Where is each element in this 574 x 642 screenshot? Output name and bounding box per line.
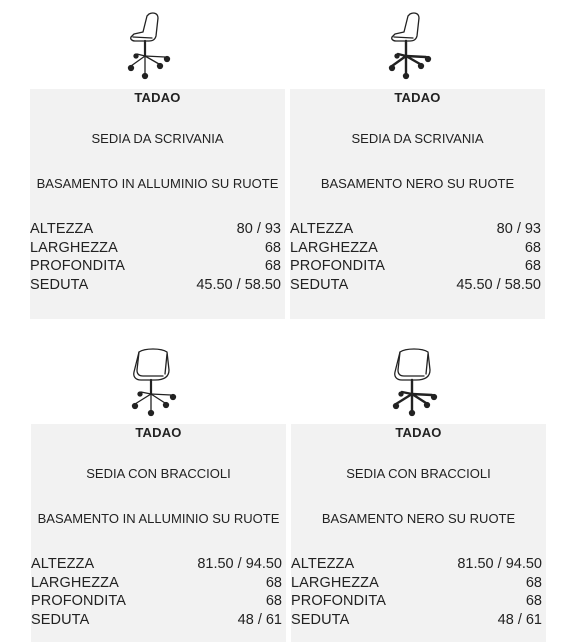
dimensions-list <box>30 220 281 294</box>
armchair-icon <box>127 346 187 418</box>
product-name: TADAO <box>135 425 182 440</box>
dimension-row <box>30 239 281 258</box>
dimension-row <box>290 276 541 295</box>
dimension-label: PROFONDITA <box>30 258 125 274</box>
armchair-icon <box>388 346 448 418</box>
office-chair-icon <box>125 10 185 82</box>
dimension-label: PROFONDITA <box>290 258 385 274</box>
product-base: BASAMENTO NERO SU RUOTE <box>320 176 515 191</box>
product-base: BASAMENTO IN ALLUMINIO SU RUOTE <box>36 176 279 191</box>
dimension-row <box>290 220 541 239</box>
product-type: SEDIA CON BRACCIOLI <box>86 466 231 481</box>
dimension-label: SEDUTA <box>30 276 89 293</box>
dimension-value: 68 <box>524 239 541 256</box>
dimension-value: 68 <box>264 258 281 274</box>
product-name: TADAO <box>134 90 181 105</box>
dimensions-list <box>291 555 542 629</box>
dimension-value: 81.50 / 94.50 <box>457 556 542 572</box>
dimension-label: LARGHEZZA <box>30 239 118 256</box>
dimension-label: SEDUTA <box>291 611 350 628</box>
dimensions-list <box>290 220 541 294</box>
dimension-value: 68 <box>525 574 542 591</box>
dimension-row <box>290 239 541 258</box>
dimension-row <box>291 611 542 630</box>
dimension-value: 80 / 93 <box>496 221 541 237</box>
product-type: SEDIA CON BRACCIOLI <box>346 466 491 481</box>
product-type: SEDIA DA SCRIVANIA <box>91 131 224 146</box>
dimension-label: ALTEZZA <box>291 556 355 572</box>
dimension-row <box>291 592 542 611</box>
dimension-value: 80 / 93 <box>236 221 281 237</box>
dimension-value: 45.50 / 58.50 <box>456 276 541 293</box>
dimension-label: PROFONDITA <box>291 593 386 609</box>
dimension-value: 68 <box>265 593 282 609</box>
dimension-row <box>291 555 542 574</box>
dimension-label: ALTEZZA <box>30 221 94 237</box>
dimension-row <box>31 574 282 593</box>
dimension-label: SEDUTA <box>31 611 90 628</box>
dimension-label: LARGHEZZA <box>31 574 119 591</box>
dimension-label: ALTEZZA <box>290 221 354 237</box>
dimension-label: PROFONDITA <box>31 593 126 609</box>
product-card <box>31 424 286 642</box>
dimension-label: ALTEZZA <box>31 556 95 572</box>
dimension-value: 48 / 61 <box>237 611 282 628</box>
dimension-row <box>30 220 281 239</box>
product-type: SEDIA DA SCRIVANIA <box>351 131 484 146</box>
dimension-value: 68 <box>525 593 542 609</box>
product-name: TADAO <box>394 90 441 105</box>
product-base: BASAMENTO IN ALLUMINIO SU RUOTE <box>37 511 280 526</box>
dimension-row <box>31 611 282 630</box>
dimension-row <box>31 592 282 611</box>
dimension-value: 48 / 61 <box>497 611 542 628</box>
dimensions-list <box>31 555 282 629</box>
product-card <box>291 424 546 642</box>
office-chair-icon <box>386 10 446 82</box>
dimension-row <box>30 276 281 295</box>
dimension-label: LARGHEZZA <box>291 574 379 591</box>
dimension-value: 45.50 / 58.50 <box>196 276 281 293</box>
product-card <box>290 89 545 319</box>
dimension-value: 68 <box>264 239 281 256</box>
product-base: BASAMENTO NERO SU RUOTE <box>321 511 516 526</box>
dimension-row <box>290 257 541 276</box>
dimension-label: LARGHEZZA <box>290 239 378 256</box>
dimension-value: 81.50 / 94.50 <box>197 556 282 572</box>
dimension-value: 68 <box>265 574 282 591</box>
product-card <box>30 89 285 319</box>
dimension-row <box>31 555 282 574</box>
dimension-value: 68 <box>524 258 541 274</box>
dimension-row <box>30 257 281 276</box>
dimension-row <box>291 574 542 593</box>
product-name: TADAO <box>395 425 442 440</box>
dimension-label: SEDUTA <box>290 276 349 293</box>
